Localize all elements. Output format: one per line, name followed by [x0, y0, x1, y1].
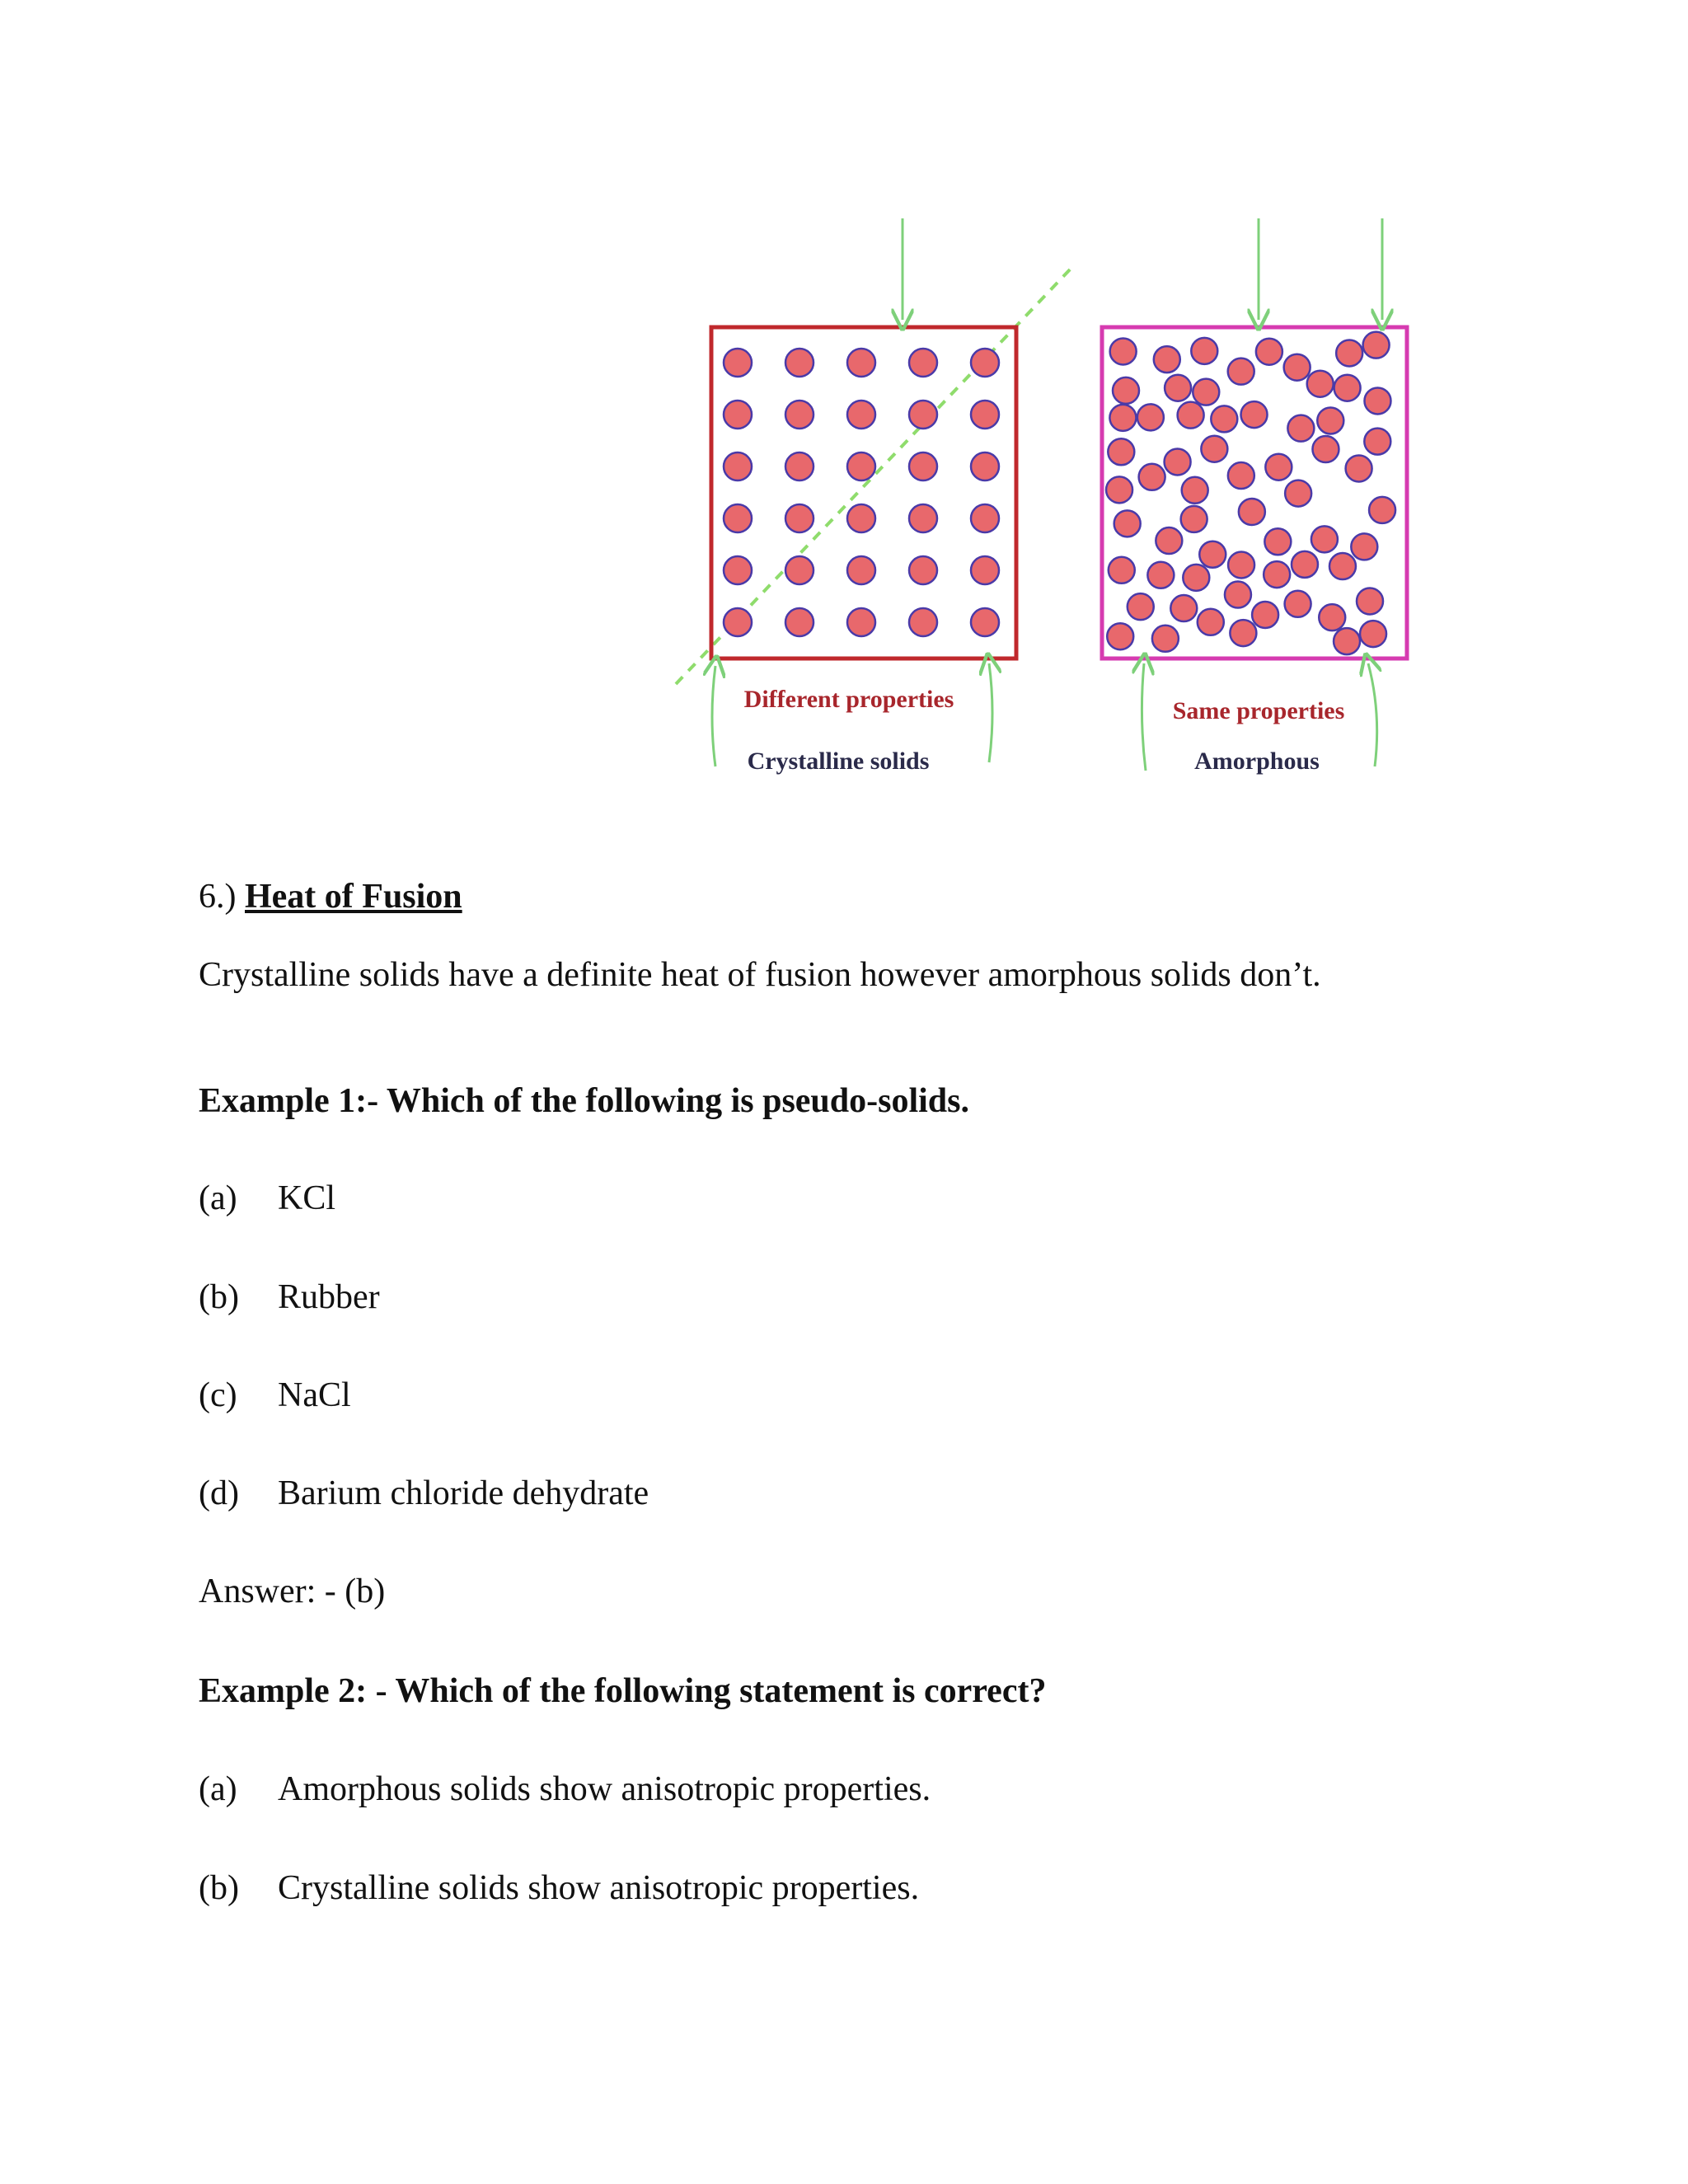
example1-answer: Answer: - (b)	[199, 1572, 386, 1610]
particle	[971, 556, 999, 584]
amorphous-caption-top: Same properties	[1172, 697, 1345, 724]
particle	[724, 556, 752, 584]
option-letter: (a)	[199, 1770, 237, 1808]
particle	[785, 401, 814, 429]
particle	[909, 556, 937, 584]
particle	[1154, 346, 1180, 373]
option-text: KCl	[278, 1179, 336, 1217]
particle	[1109, 557, 1135, 583]
particle	[971, 608, 999, 636]
particle	[847, 349, 875, 377]
particle	[724, 504, 752, 532]
particle	[1364, 387, 1390, 414]
particle	[785, 452, 814, 480]
option-letter: (a)	[199, 1179, 237, 1217]
particle	[1170, 595, 1197, 621]
particle	[1285, 591, 1311, 617]
particle	[785, 349, 814, 377]
example2-option-a	[199, 1769, 931, 1810]
particle	[1369, 497, 1395, 523]
particle	[1334, 375, 1361, 401]
particle	[1108, 438, 1134, 465]
amorphous-caption-bottom: Amorphous	[1194, 748, 1320, 775]
particle	[724, 401, 752, 429]
particle	[1357, 588, 1383, 614]
particle	[1317, 407, 1343, 434]
particle	[1147, 562, 1174, 588]
particle	[1183, 565, 1209, 591]
particle	[1198, 609, 1224, 635]
particle	[909, 504, 937, 532]
particle	[1239, 499, 1265, 525]
particle	[1363, 332, 1390, 359]
section-title: Heat of Fusion	[245, 878, 462, 916]
particle	[1311, 526, 1338, 552]
particle	[724, 349, 752, 377]
particle	[1264, 528, 1291, 555]
particle	[1114, 510, 1141, 537]
particle	[909, 608, 937, 636]
particle	[1165, 448, 1191, 475]
particle	[1287, 415, 1314, 442]
particle	[1211, 405, 1237, 432]
arrow-up-icon	[1368, 663, 1377, 766]
option-text: Barium chloride dehydrate	[278, 1474, 649, 1512]
particle	[1228, 359, 1254, 385]
particle	[1228, 551, 1254, 578]
particle	[1182, 477, 1208, 504]
option-text: Rubber	[278, 1278, 380, 1316]
particle	[1181, 506, 1207, 532]
particle	[1165, 375, 1191, 401]
option-text: Amorphous solids show anisotropic properties.	[278, 1770, 931, 1808]
particle	[1284, 354, 1311, 381]
particle	[909, 452, 937, 480]
option-text: NaCl	[278, 1376, 351, 1414]
particle	[909, 349, 937, 377]
particle	[1256, 339, 1282, 365]
arrow-up-icon	[1142, 663, 1146, 771]
particle	[1285, 480, 1311, 507]
particle	[1329, 553, 1356, 579]
example2-option-b	[199, 1868, 919, 1909]
section-heading	[199, 876, 462, 917]
particle	[1139, 464, 1165, 490]
particle	[1110, 338, 1137, 364]
particle	[1351, 533, 1377, 560]
particle	[1312, 436, 1339, 462]
option-letter: (b)	[199, 1278, 239, 1316]
particle	[1364, 429, 1390, 455]
arrow-up-icon	[989, 663, 992, 762]
particle	[1128, 593, 1154, 620]
particle	[1193, 379, 1219, 405]
particle	[1106, 476, 1132, 503]
particle	[724, 608, 752, 636]
particle	[909, 401, 937, 429]
section-body: Crystalline solids have a definite heat of fusion however amorphous solids don’t.	[199, 956, 1321, 994]
particle	[1230, 620, 1256, 646]
particle	[1178, 402, 1204, 429]
particle	[1156, 527, 1182, 554]
example1-option-b	[199, 1277, 380, 1318]
particle	[1307, 371, 1334, 397]
particle	[847, 504, 875, 532]
particle	[1228, 462, 1254, 489]
particle	[847, 452, 875, 480]
particle	[785, 504, 814, 532]
section-number: 6.)	[199, 878, 237, 916]
particle	[1334, 628, 1360, 654]
particle	[1191, 338, 1217, 364]
particle	[1265, 454, 1292, 480]
particle	[785, 608, 814, 636]
example1-question: Example 1:- Which of the following is pseudo-solids.	[199, 1082, 970, 1120]
crystalline-caption-top: Different properties	[743, 686, 954, 713]
particle	[1201, 436, 1227, 462]
particle	[1109, 405, 1136, 431]
particle	[1360, 621, 1386, 647]
particle	[1264, 561, 1290, 588]
crystalline-vs-amorphous-figure	[659, 206, 1451, 799]
particle	[785, 556, 814, 584]
particle	[1336, 340, 1362, 366]
particle	[1137, 404, 1164, 430]
particle	[847, 556, 875, 584]
particle	[971, 452, 999, 480]
particle	[1152, 626, 1179, 652]
crystalline-particles	[724, 349, 999, 636]
example2-question: Example 2: - Which of the following statement is correct?	[199, 1672, 1047, 1710]
particle	[847, 608, 875, 636]
example1-option-c	[199, 1375, 351, 1416]
particle	[1113, 377, 1139, 404]
particle	[1292, 551, 1318, 578]
option-letter: (b)	[199, 1869, 239, 1907]
example1-option-a	[199, 1178, 335, 1219]
option-letter: (d)	[199, 1474, 239, 1512]
particle	[971, 401, 999, 429]
particle	[724, 452, 752, 480]
particle	[971, 349, 999, 377]
particle	[1241, 401, 1268, 428]
option-text: Crystalline solids show anisotropic properties.	[278, 1869, 920, 1907]
example1-option-d	[199, 1473, 649, 1514]
particle	[847, 401, 875, 429]
particle	[1346, 455, 1372, 481]
crystalline-caption-bottom: Crystalline solids	[747, 748, 930, 775]
option-letter: (c)	[199, 1376, 237, 1414]
particle	[1252, 602, 1278, 628]
particle	[1199, 541, 1226, 568]
particle	[971, 504, 999, 532]
figure-svg	[659, 206, 1451, 799]
arrow-up-icon	[712, 666, 715, 766]
particle	[1225, 582, 1251, 608]
particle	[1319, 604, 1345, 630]
amorphous-particles	[1106, 332, 1395, 654]
particle	[1107, 623, 1133, 649]
